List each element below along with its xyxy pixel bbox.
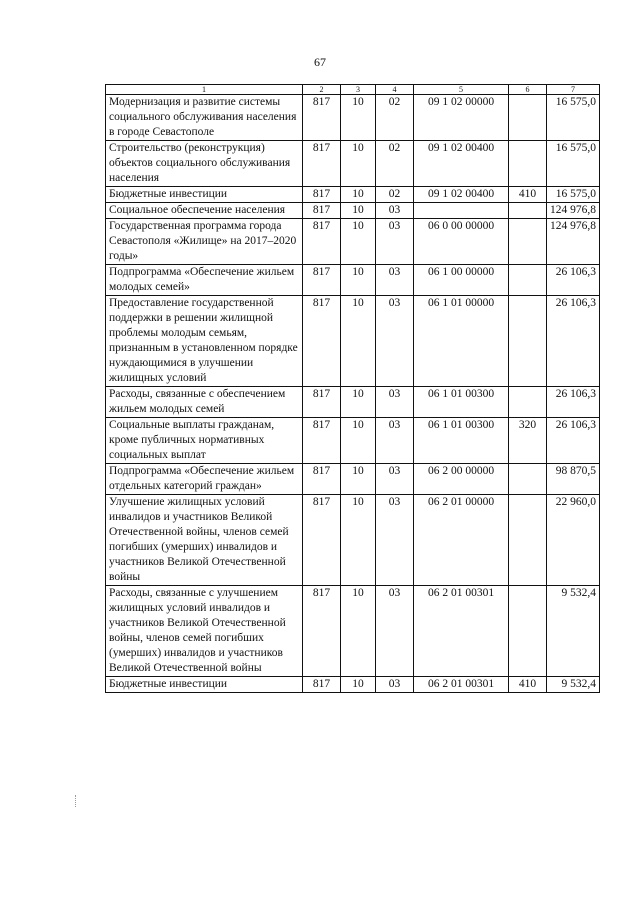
amount: 9 532,4: [547, 677, 600, 693]
subsection-code: 03: [376, 464, 414, 495]
subsection-code: 03: [376, 203, 414, 219]
amount: 26 106,3: [547, 418, 600, 464]
item-name: Расходы, связанные с обеспечением жильем молодых семей: [106, 387, 303, 418]
ministry-code: 817: [303, 265, 341, 296]
target-article-code: 06 2 01 00000: [414, 495, 509, 586]
table-row: [106, 203, 600, 219]
column-number: 7: [547, 85, 600, 95]
expense-type-code: [509, 464, 547, 495]
column-number: 3: [341, 85, 376, 95]
ministry-code: 817: [303, 677, 341, 693]
ministry-code: 817: [303, 418, 341, 464]
section-code: 10: [341, 677, 376, 693]
expense-type-code: [509, 95, 547, 141]
subsection-code: 03: [376, 296, 414, 387]
item-name: Бюджетные инвестиции: [106, 187, 303, 203]
amount: 98 870,5: [547, 464, 600, 495]
expense-type-code: [509, 219, 547, 265]
column-number-row: [106, 85, 600, 95]
amount: 9 532,4: [547, 586, 600, 677]
amount: 16 575,0: [547, 95, 600, 141]
target-article-code: 06 1 01 00300: [414, 418, 509, 464]
section-code: 10: [341, 464, 376, 495]
subsection-code: 03: [376, 219, 414, 265]
subsection-code: 03: [376, 387, 414, 418]
subsection-code: 03: [376, 586, 414, 677]
target-article-code: [414, 203, 509, 219]
ministry-code: 817: [303, 586, 341, 677]
target-article-code: 09 1 02 00000: [414, 95, 509, 141]
subsection-code: 02: [376, 141, 414, 187]
amount: 26 106,3: [547, 265, 600, 296]
item-name: Модернизация и развитие системы социального обслуживания населения в городе Севастополе: [106, 95, 303, 141]
target-article-code: 06 1 01 00300: [414, 387, 509, 418]
item-name: Улучшение жилищных условий инвалидов и участников Великой Отечественной войны, членов семей погибших (умерших) инвалидов и участников Великой Отечественной войны: [106, 495, 303, 586]
expense-type-code: [509, 586, 547, 677]
section-code: 10: [341, 141, 376, 187]
table-row: [106, 418, 600, 464]
ministry-code: 817: [303, 387, 341, 418]
ministry-code: 817: [303, 141, 341, 187]
item-name: Предоставление государственной поддержки в решении жилищной проблемы молодым семьям, признанным в установленном порядке нуждающимися в улучшении жилищных условий: [106, 296, 303, 387]
expense-type-code: 320: [509, 418, 547, 464]
section-code: 10: [341, 265, 376, 296]
item-name: Социальные выплаты гражданам, кроме публичных нормативных социальных выплат: [106, 418, 303, 464]
amount: 26 106,3: [547, 387, 600, 418]
target-article-code: 06 1 01 00000: [414, 296, 509, 387]
section-code: 10: [341, 586, 376, 677]
target-article-code: 09 1 02 00400: [414, 187, 509, 203]
amount: 26 106,3: [547, 296, 600, 387]
item-name: Бюджетные инвестиции: [106, 677, 303, 693]
table-row: [106, 296, 600, 387]
table-row: [106, 464, 600, 495]
expense-type-code: [509, 495, 547, 586]
item-name: Социальное обеспечение населения: [106, 203, 303, 219]
table-row: [106, 219, 600, 265]
subsection-code: 03: [376, 495, 414, 586]
amount: 16 575,0: [547, 141, 600, 187]
target-article-code: 09 1 02 00400: [414, 141, 509, 187]
section-code: 10: [341, 95, 376, 141]
budget-table: [105, 84, 600, 693]
target-article-code: 06 0 00 00000: [414, 219, 509, 265]
section-code: 10: [341, 296, 376, 387]
table-row: [106, 387, 600, 418]
ministry-code: 817: [303, 187, 341, 203]
item-name: Строительство (реконструкция) объектов социального обслуживания населения: [106, 141, 303, 187]
subsection-code: 03: [376, 677, 414, 693]
table-row: [106, 586, 600, 677]
ministry-code: 817: [303, 495, 341, 586]
scan-mark: [75, 795, 77, 807]
column-number: 4: [376, 85, 414, 95]
amount: 22 960,0: [547, 495, 600, 586]
amount: 124 976,8: [547, 203, 600, 219]
amount: 16 575,0: [547, 187, 600, 203]
expense-type-code: [509, 387, 547, 418]
table-row: [106, 677, 600, 693]
ministry-code: 817: [303, 95, 341, 141]
expense-type-code: [509, 141, 547, 187]
table-row: [106, 265, 600, 296]
item-name: Государственная программа города Севастополя «Жилище» на 2017–2020 годы»: [106, 219, 303, 265]
column-number: 5: [414, 85, 509, 95]
item-name: Расходы, связанные с улучшением жилищных условий инвалидов и участников Великой Отечественной войны, членов семей погибших (умерших) инвалидов и участников Великой Отечественной войны: [106, 586, 303, 677]
ministry-code: 817: [303, 219, 341, 265]
column-number: 2: [303, 85, 341, 95]
expense-type-code: [509, 265, 547, 296]
ministry-code: 817: [303, 464, 341, 495]
subsection-code: 03: [376, 265, 414, 296]
column-number: 6: [509, 85, 547, 95]
expense-type-code: [509, 203, 547, 219]
section-code: 10: [341, 387, 376, 418]
subsection-code: 03: [376, 418, 414, 464]
subsection-code: 02: [376, 95, 414, 141]
page-number: 67: [314, 55, 326, 69]
target-article-code: 06 2 01 00301: [414, 586, 509, 677]
table-row: [106, 187, 600, 203]
expense-type-code: [509, 296, 547, 387]
target-article-code: 06 2 00 00000: [414, 464, 509, 495]
item-name: Подпрограмма «Обеспечение жильем молодых семей»: [106, 265, 303, 296]
section-code: 10: [341, 219, 376, 265]
column-number: 1: [106, 85, 303, 95]
target-article-code: 06 2 01 00301: [414, 677, 509, 693]
item-name: Подпрограмма «Обеспечение жильем отдельных категорий граждан»: [106, 464, 303, 495]
subsection-code: 02: [376, 187, 414, 203]
section-code: 10: [341, 203, 376, 219]
expense-type-code: 410: [509, 187, 547, 203]
table-row: [106, 495, 600, 586]
ministry-code: 817: [303, 296, 341, 387]
table-row: [106, 141, 600, 187]
section-code: 10: [341, 418, 376, 464]
section-code: 10: [341, 495, 376, 586]
table-row: [106, 95, 600, 141]
target-article-code: 06 1 00 00000: [414, 265, 509, 296]
ministry-code: 817: [303, 203, 341, 219]
amount: 124 976,8: [547, 219, 600, 265]
expense-type-code: 410: [509, 677, 547, 693]
section-code: 10: [341, 187, 376, 203]
